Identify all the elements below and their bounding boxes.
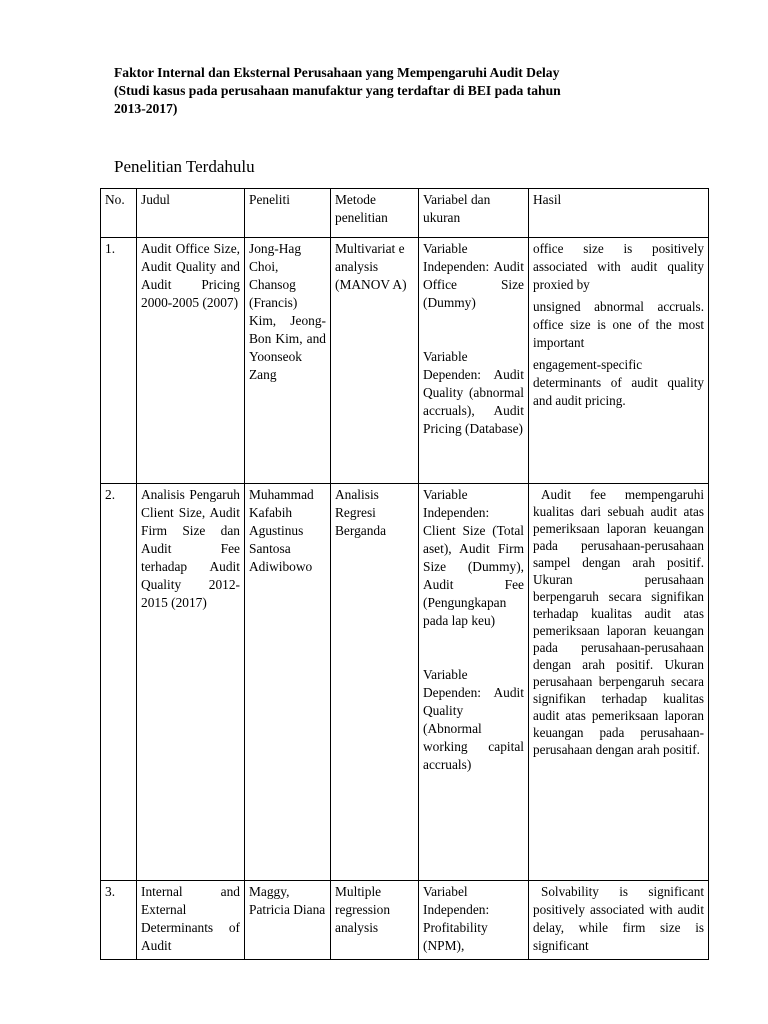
cell-no: 1. [101, 238, 137, 484]
hasil-paragraph: office size is positively associated with audit quality proxied by [533, 241, 704, 292]
table-row [101, 881, 709, 960]
cell-metode: Analisis Regresi Berganda [331, 484, 419, 881]
variabel-dependen: Variable Dependen: Audit Quality (Abnormal working capital accruals) [423, 667, 524, 772]
cell-peneliti: Maggy, Patricia Diana [245, 881, 331, 960]
table-row [101, 238, 709, 484]
research-table [100, 188, 709, 960]
title-line-3: 2013-2017) [114, 101, 178, 116]
hasil-paragraph: Solvability is significant positively associated with audit delay, while firm size is significant [533, 884, 704, 953]
cell-variabel [419, 881, 529, 960]
cell-judul: Internal and External Determinants of Audit [137, 881, 245, 960]
table-header-row [101, 189, 709, 238]
cell-hasil [529, 484, 709, 881]
cell-metode: Multiple regression analysis [331, 881, 419, 960]
header-hasil: Hasil [529, 189, 709, 238]
table-row [101, 484, 709, 881]
cell-variabel [419, 238, 529, 484]
variabel-independen: Variabel Independen: Profitability (NPM), [423, 884, 490, 953]
header-no: No. [101, 189, 137, 238]
cell-variabel [419, 484, 529, 881]
variabel-independen: Variable Independen: Client Size (Total aset), Audit Firm Size (Dummy), Audit Fee (Pengungkapan pada lap keu) [423, 487, 524, 628]
title-line-2: (Studi kasus pada perusahaan manufaktur yang terdaftar di BEI pada tahun [114, 83, 561, 98]
header-metode: Metode penelitian [331, 189, 419, 238]
header-judul: Judul [137, 189, 245, 238]
hasil-paragraph: Audit fee mempengaruhi kualitas dari sebuah audit atas pemeriksaan laporan keuangan pada perusahaan-perusahaan sampel dengan arah positif. Ukuran perusahaan berpengaruh secara signifikan terhadap kualitas audit atas pemeriksaan laporan keuangan pada perusahaan-perusahaan dengan arah positif. Ukuran perusahaan berpengaruh secara signifikan terhadap kualitas audit atas pemeriksaan laporan keuangan pada perusahaan-perusahaan dengan arah positif. [533, 487, 704, 757]
cell-judul: Analisis Pengaruh Client Size, Audit Firm Size dan Audit Fee terhadap Audit Quality 2012-2015 (2017) [137, 484, 245, 881]
cell-hasil [529, 881, 709, 960]
cell-metode: Multivariat e analysis (MANOV A) [331, 238, 419, 484]
title-line-1: Faktor Internal dan Eksternal Perusahaan yang Mempengaruhi Audit Delay [114, 65, 560, 80]
header-variabel: Variabel dan ukuran [419, 189, 529, 238]
variabel-independen: Variable Independen: Audit Office Size (Dummy) [423, 241, 524, 310]
header-peneliti: Peneliti [245, 189, 331, 238]
cell-no: 2. [101, 484, 137, 881]
hasil-paragraph: unsigned abnormal accruals. office size is one of the most important [533, 299, 704, 350]
cell-no: 3. [101, 881, 137, 960]
document-title [114, 64, 674, 118]
section-heading: Penelitian Terdahulu [114, 157, 255, 176]
cell-hasil [529, 238, 709, 484]
hasil-paragraph: engagement-specific determinants of audit quality and audit pricing. [533, 357, 704, 408]
cell-peneliti: Jong-Hag Choi, Chansog (Francis) Kim, Jeong-Bon Kim, and Yoonseok Zang [245, 238, 331, 484]
cell-judul: Audit Office Size, Audit Quality and Audit Pricing 2000-2005 (2007) [137, 238, 245, 484]
cell-peneliti: Muhammad Kafabih Agustinus Santosa Adiwibowo [245, 484, 331, 881]
variabel-dependen: Variable Dependen: Audit Quality (abnormal accruals), Audit Pricing (Database) [423, 349, 524, 436]
